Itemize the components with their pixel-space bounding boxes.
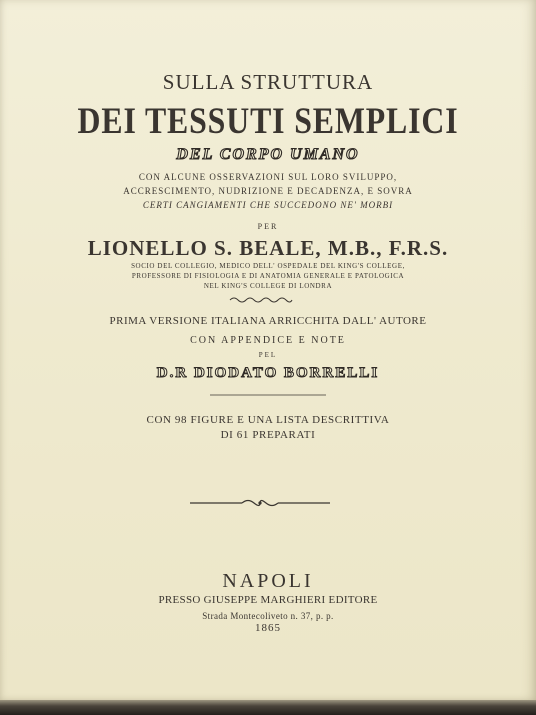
- subtitle-line-3: CERTI CANGIAMENTI CHE SUCCEDONO NE' MORBI: [142, 200, 394, 210]
- publisher-address: Strada Montecoliveto n. 37, p. p.: [202, 611, 334, 621]
- pel-label: PEL: [258, 351, 278, 359]
- publisher: PRESSO GIUSEPPE MARGHIERI EDITORE: [158, 594, 378, 606]
- author-title-line-3: NEL KING'S COLLEGE DI LONDRA: [203, 282, 333, 290]
- figures-line-1: CON 98 FIGURE E UNA LISTA DESCRITTIVA: [146, 414, 390, 426]
- subtitle-line-2: ACCRESCIMENTO, NUDRIZIONE E DECADENZA, E SOVRA: [123, 186, 413, 196]
- author-title-line-1: SOCIO DEL COLLEGIO, MEDICO DELL' OSPEDALE DEL KING'S COLLEGE,: [131, 262, 405, 270]
- edition-line-1: PRIMA VERSIONE ITALIANA ARRICCHITA DALL' AUTORE: [109, 315, 427, 327]
- author-title-line-2: PROFESSORE DI FISIOLOGIA E DI ANATOMIA GENERALE E PATOLOGICA: [131, 272, 405, 280]
- main-title: DEI TESSUTI SEMPLICI: [77, 101, 459, 142]
- publication-year: 1865: [255, 622, 281, 634]
- edition-line-2: CON APPENDICE E NOTE: [190, 335, 346, 346]
- page-bottom-edge: [0, 700, 536, 715]
- gothic-title-line: DEL CORPO UMANO: [176, 146, 360, 163]
- title-line-1: SULLA STRUTTURA: [162, 70, 374, 94]
- subtitle-line-1: CON ALCUNE OSSERVAZIONI SUL LORO SVILUPPO,: [138, 172, 398, 182]
- per-label: PER: [257, 222, 279, 231]
- decorative-rule-ornament: [190, 498, 330, 508]
- author-name: LIONELLO S. BEALE, M.B., F.R.S.: [87, 236, 449, 260]
- thin-rule: [210, 393, 326, 397]
- city: NAPOLI: [222, 570, 314, 592]
- translator-name: D.R DIODATO BORRELLI: [156, 365, 380, 381]
- figures-line-2: DI 61 PREPARATI: [220, 429, 316, 441]
- wavy-rule-ornament: [228, 296, 294, 304]
